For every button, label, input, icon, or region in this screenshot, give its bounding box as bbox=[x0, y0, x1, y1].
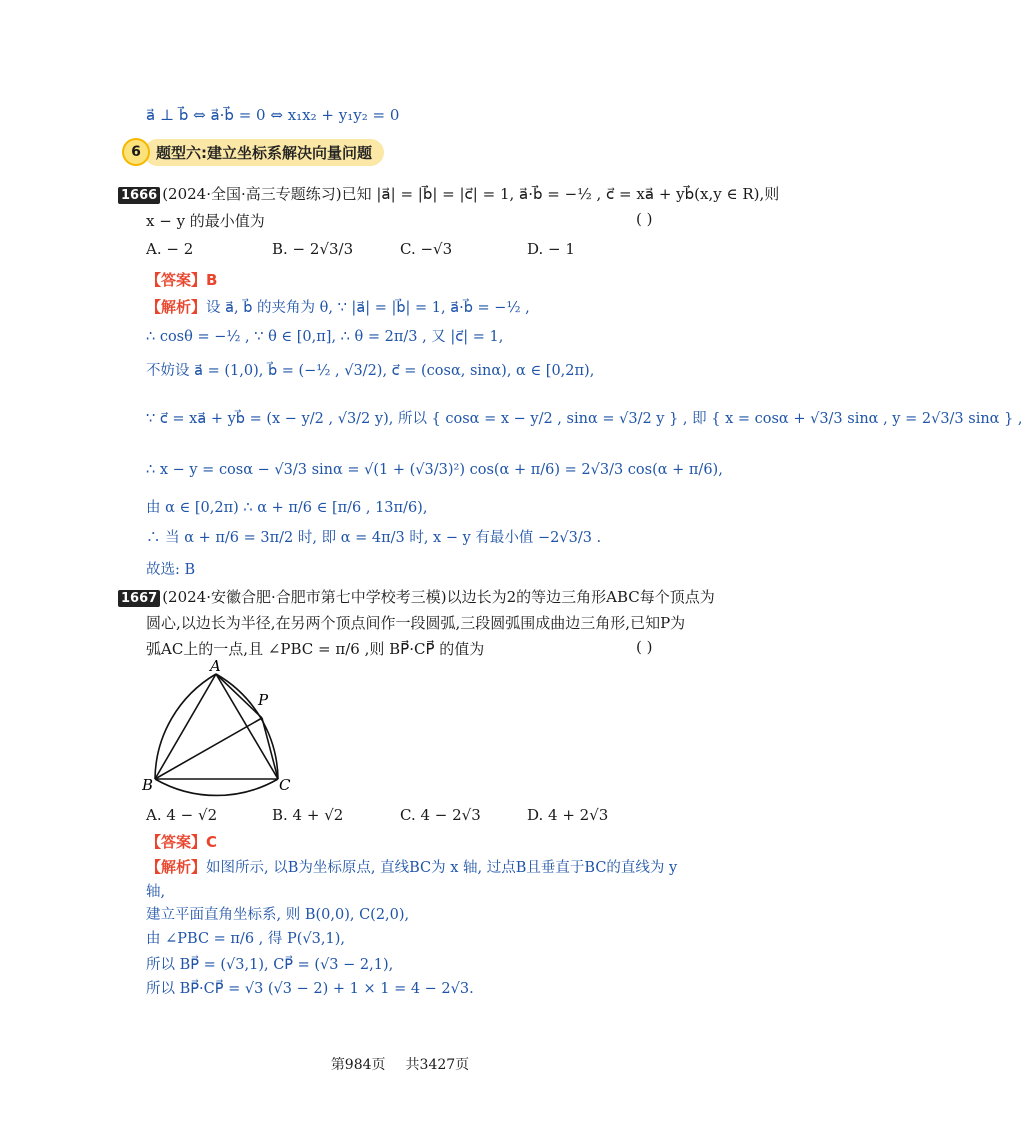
label-c: C bbox=[279, 776, 291, 794]
label-b: B bbox=[142, 776, 154, 794]
q1667-answer bbox=[146, 831, 217, 852]
q1666-solution-line-5: ∴ x − y = cosα − √3/3 sinα = √(1 + (√3/3)²) cos(α + π/6) = 2√3/3 cos(α + π/6), bbox=[146, 462, 723, 478]
q1666-answer bbox=[146, 269, 217, 290]
q1667-stem-line3: 弧AC上的一点,且 ∠PBC = π/6 ,则 BP⃗·CP⃗ 的值为 bbox=[146, 640, 485, 658]
q1667-answer-paren: ( ) bbox=[636, 638, 653, 656]
q1667-solution-label: 【解析】 bbox=[146, 858, 207, 876]
q1667-choice-d: D. 4 + 2√3 bbox=[527, 806, 609, 824]
section-title: 题型六:建立坐标系解决向量问题 bbox=[144, 139, 384, 166]
label-a: A bbox=[210, 657, 221, 675]
q1666-choice-c: C. −√3 bbox=[400, 240, 453, 258]
q1666-solution-line-8: 故选: B bbox=[146, 562, 196, 578]
q1667-choice-c: C. 4 − 2√3 bbox=[400, 806, 481, 824]
q1666-answer-label: 【答案】 bbox=[146, 271, 207, 289]
segment-bp bbox=[155, 718, 262, 779]
q1667-solution-text-1: 如图所示, 以B为坐标原点, 直线BC为 x 轴, 过点B且垂直于BC的直线为 y bbox=[206, 860, 678, 876]
q1666-choice-b: B. − 2√3/3 bbox=[272, 240, 354, 258]
page-number: 第984页 bbox=[330, 1057, 386, 1073]
q1666-choice-d: D. − 1 bbox=[527, 240, 575, 258]
label-p: P bbox=[258, 691, 269, 709]
q1666-choice-a: A. − 2 bbox=[146, 240, 194, 258]
q1666-answer-value: B bbox=[206, 271, 218, 289]
section-number: 6 bbox=[122, 138, 150, 166]
q1667-solution-line-1 bbox=[146, 856, 677, 877]
q1667-answer-value: C bbox=[206, 833, 218, 851]
page-footer bbox=[0, 1054, 800, 1074]
q1666-line1 bbox=[118, 183, 779, 204]
q1666-stem-line2: x − y 的最小值为 bbox=[146, 212, 265, 230]
q1667-answer-label: 【答案】 bbox=[146, 833, 207, 851]
q1666-solution-line-4: ∵ c⃗ = xa⃗ + yb⃗ = (x − y/2 , √3/2 y), 所以 { cosα = x − y/2 , sinα = √3/2 y } , 即 { x = cosα + √3/3 sinα , y = 2√3/3 sinα } , bbox=[146, 411, 1023, 427]
segment-cp bbox=[262, 718, 278, 779]
q1667-solution-line-4: 由 ∠PBC = π/6 , 得 P(√3,1), bbox=[146, 931, 345, 947]
q1667-choice-b: B. 4 + √2 bbox=[272, 806, 344, 824]
q1667-stem-line2: 圆心,以边长为半径,在另两个顶点间作一段圆弧,三段圆弧围成曲边三角形,已知P为 bbox=[146, 614, 686, 632]
q1667-solution-line-6: 所以 BP⃗·CP⃗ = √3 (√3 − 2) + 1 × 1 = 4 − 2√3. bbox=[146, 981, 474, 997]
q1667-stem-line1: (2024·安徽合肥·合肥市第七中学校考三模)以边长为2的等边三角形ABC每个顶点为 bbox=[162, 588, 715, 606]
top-formula: a⃗ ⊥ b⃗ ⇔ a⃗·b⃗ = 0 ⇔ x₁x₂ + y₁y₂ = 0 bbox=[146, 106, 400, 124]
q1666-solution-text-1: 设 a⃗, b⃗ 的夹角为 θ, ∵ |a⃗| = |b⃗| = 1, a⃗·b⃗ = −½ , bbox=[206, 300, 530, 316]
reuleaux-triangle-figure bbox=[138, 657, 298, 800]
q1667-solution-line-5: 所以 BP⃗ = (√3,1), CP⃗ = (√3 − 2,1), bbox=[146, 957, 394, 973]
q1666-solution-line-2: ∴ cosθ = −½ , ∵ θ ∈ [0,π], ∴ θ = 2π/3 , 又 |c⃗| = 1, bbox=[146, 329, 504, 345]
q1667-line1 bbox=[118, 586, 715, 607]
q1666-number-badge: 1666 bbox=[118, 187, 160, 204]
q1666-solution-line-6: 由 α ∈ [0,2π) ∴ α + π/6 ∈ [π/6 , 13π/6), bbox=[146, 500, 428, 516]
q1666-stem-line1: (2024·全国·高三专题练习)已知 |a⃗| = |b⃗| = |c⃗| = 1, a⃗·b⃗ = −½ , c⃗ = xa⃗ + yb⃗(x,y ∈ R),则 bbox=[162, 185, 780, 203]
q1666-solution-line-1 bbox=[146, 296, 530, 317]
q1666-solution-line-7: ∴ 当 α + π/6 = 3π/2 时, 即 α = 4π/3 时, x − y 有最小值 −2√3/3 . bbox=[146, 530, 602, 546]
q1666-solution-line-3: 不妨设 a⃗ = (1,0), b⃗ = (−½ , √3/2), c⃗ = (cosα, sinα), α ∈ [0,2π), bbox=[146, 363, 595, 379]
arc-bc bbox=[155, 779, 278, 795]
segment-ab bbox=[155, 674, 216, 779]
q1667-solution-line-3: 建立平面直角坐标系, 则 B(0,0), C(2,0), bbox=[146, 907, 410, 923]
q1667-solution-line-2: 轴, bbox=[146, 884, 166, 900]
page-total: 共3427页 bbox=[405, 1057, 470, 1073]
q1666-solution-label: 【解析】 bbox=[146, 298, 207, 316]
q1666-answer-paren: ( ) bbox=[636, 210, 653, 228]
q1667-choice-a: A. 4 − √2 bbox=[146, 806, 218, 824]
q1667-number-badge: 1667 bbox=[118, 590, 160, 607]
section-heading bbox=[122, 138, 384, 166]
